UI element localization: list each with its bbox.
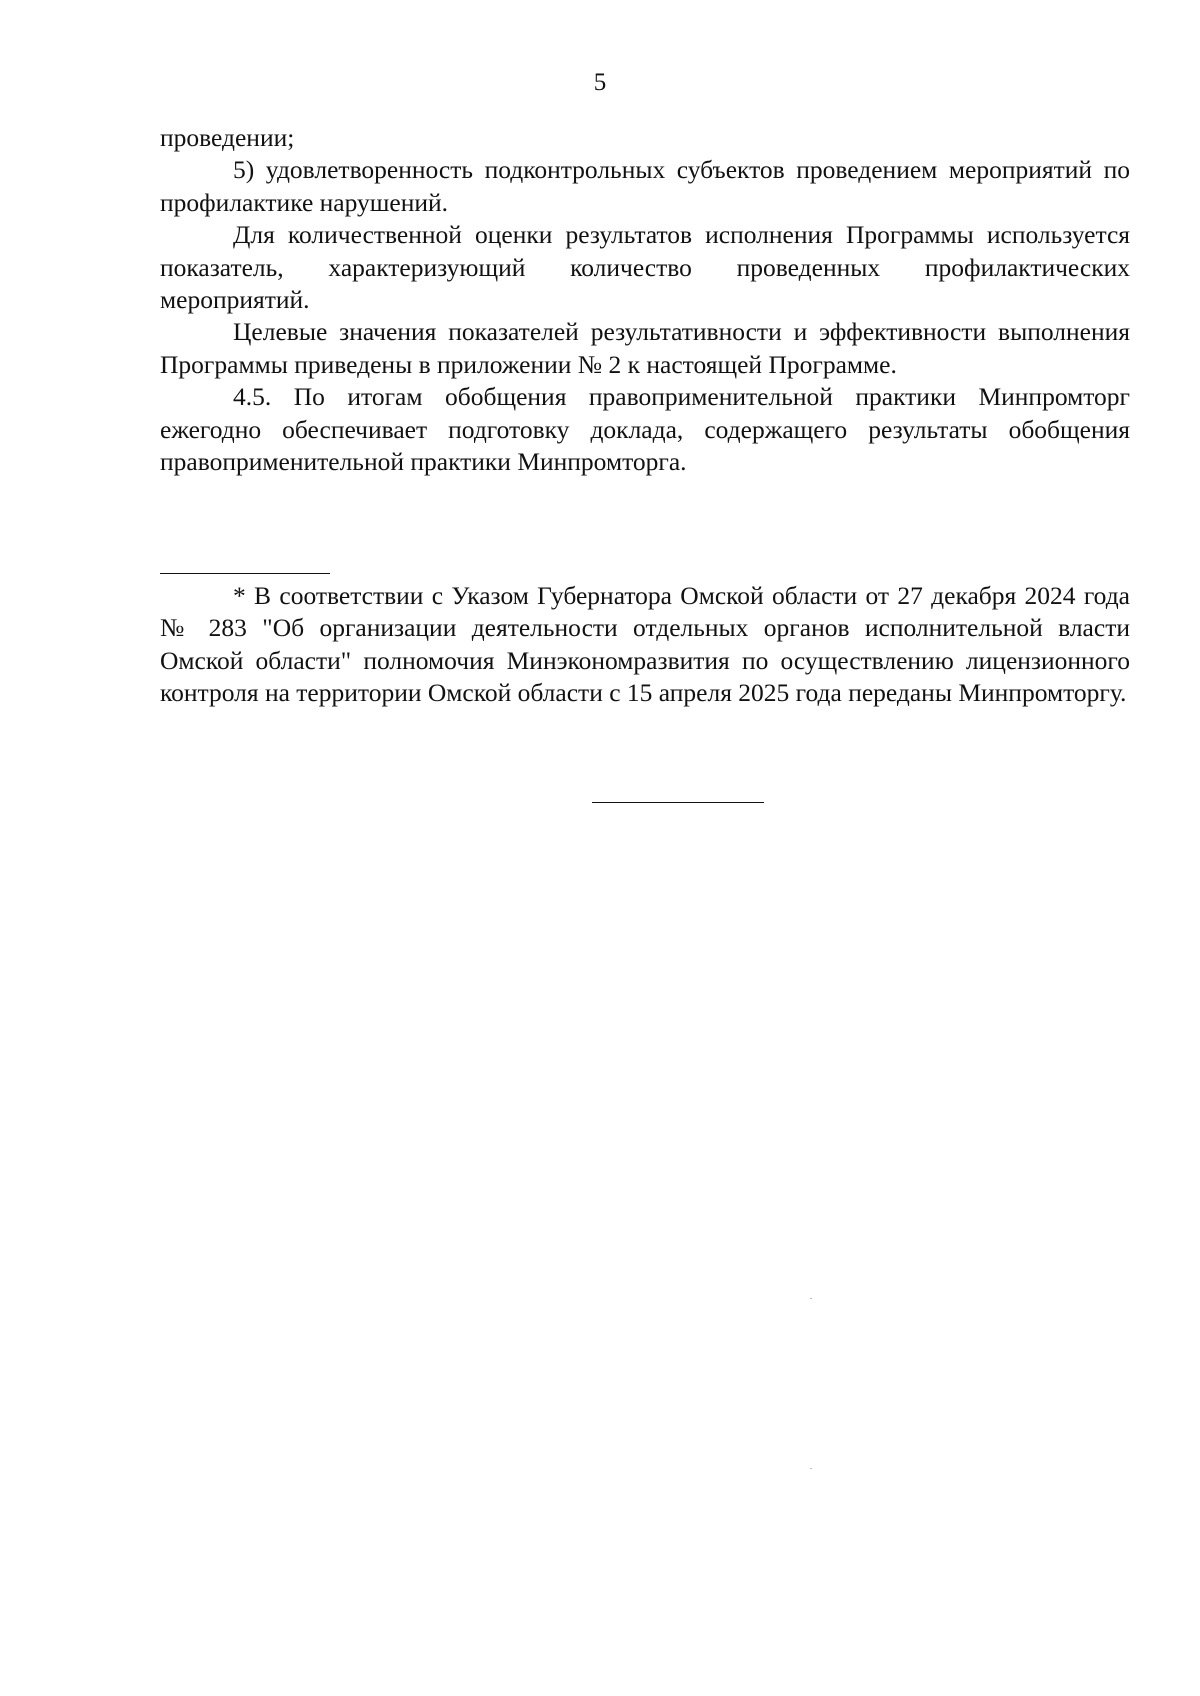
document-body [160,122,1130,478]
paragraph-item-5: 5) удовлетворенность подконтрольных субъектов проведением мероприятий по профилактике нарушений. [160,155,1130,217]
footnote-text: * В соответствии с Указом Губернатора Омской области от 27 декабря 2024 года № 283 "Об организации деятельности отдельных органов исполнительной власти Омской области" полномочия Минэкономразвития по осуществлению лицензионного контроля на территории Омской области с 15 апреля 2025 года переданы Минпромторгу. [160,581,1130,708]
footnote [160,580,1130,710]
paragraph-section-4-5: 4.5. По итогам обобщения правоприменительной практики Минпромторг ежегодно обеспечивает подготовку доклада, содержащего результаты обобщения правоприменительной практики Минпромторга. [160,382,1130,477]
paragraph-quantitative-assessment: Для количественной оценки результатов исполнения Программы используется показатель, характеризующий количество проведенных профилактических мероприятий. [160,220,1130,315]
paragraph-target-values: Целевые значения показателей результативности и эффективности выполнения Программы приведены в приложении № 2 к настоящей Программе. [160,317,1130,379]
scan-speck [810,1298,812,1299]
scan-speck [810,1468,812,1469]
footnote-separator [160,573,330,574]
paragraph-continuation: проведении; [160,123,295,152]
end-of-document-line [592,802,764,803]
page-number: 5 [593,69,607,96]
